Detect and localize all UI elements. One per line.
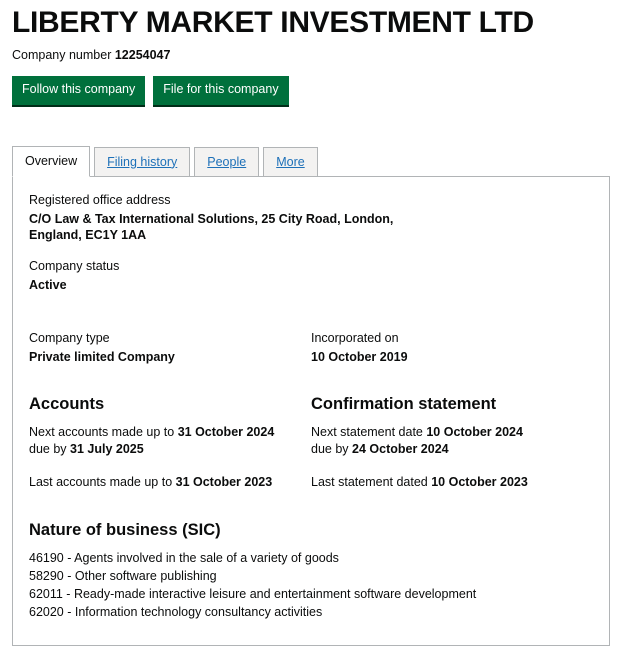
next-statement-prefix: Next statement date (311, 424, 427, 439)
registered-office-address-label: Registered office address (29, 192, 171, 207)
company-status-label: Company status (29, 258, 120, 273)
sic-list (29, 550, 593, 621)
registered-office-address-block (29, 193, 593, 243)
company-type-value: Private limited Company (29, 349, 175, 364)
company-number (12, 48, 610, 62)
company-status-value: Active (29, 277, 67, 292)
page-title: LIBERTY MARKET INVESTMENT LTD (12, 6, 534, 39)
page-content (0, 6, 622, 646)
overview-panel (12, 176, 610, 646)
company-type-block (29, 331, 311, 365)
next-accounts-prefix: Next accounts made up to (29, 424, 178, 439)
last-statement-prefix: Last statement dated (311, 474, 432, 489)
list-item: 58290 - Other software publishing (29, 568, 217, 583)
next-statement-line (311, 424, 593, 458)
next-accounts-due-prefix: due by (29, 441, 71, 456)
sic-heading: Nature of business (SIC) (29, 520, 221, 539)
last-statement-line (311, 474, 593, 491)
tab-overview[interactable]: Overview (12, 146, 90, 177)
tab-more[interactable]: More (263, 147, 317, 177)
next-accounts-date: 31 October 2024 (177, 424, 275, 439)
incorporated-on-block (311, 331, 593, 365)
registered-office-address-line1: C/O Law & Tax International Solutions, 25 City Road, London, (29, 211, 394, 226)
company-number-label: Company number (12, 48, 112, 62)
next-statement-date: 10 October 2024 (426, 424, 523, 439)
last-accounts-date: 31 October 2023 (175, 474, 273, 489)
type-and-incorporation-row (29, 331, 593, 365)
confirmation-statement-heading: Confirmation statement (311, 394, 497, 413)
next-statement-due-date: 24 October 2024 (352, 441, 449, 456)
registered-office-address-value (29, 211, 593, 243)
tab-bar (12, 145, 610, 176)
confirmation-statement-section (311, 395, 593, 491)
follow-this-company-button[interactable]: Follow this company (12, 76, 145, 107)
incorporated-on-label: Incorporated on (311, 330, 399, 345)
list-item: 62011 - Ready-made interactive leisure and entertainment software development (29, 586, 477, 601)
last-accounts-prefix: Last accounts made up to (29, 474, 176, 489)
registered-office-address-line2: England, EC1Y 1AA (29, 227, 147, 242)
list-item: 62020 - Information technology consultancy activities (29, 604, 323, 619)
accounts-heading: Accounts (29, 394, 105, 413)
company-status-block (29, 259, 593, 293)
last-accounts-line (29, 474, 299, 491)
company-type-label: Company type (29, 330, 110, 345)
incorporated-on-value: 10 October 2019 (311, 349, 408, 364)
company-number-value: 12254047 (114, 48, 171, 62)
accounts-and-confirmation-row (29, 395, 593, 491)
file-for-this-company-button[interactable]: File for this company (153, 76, 288, 107)
accounts-section (29, 395, 311, 491)
tab-filing-history[interactable]: Filing history (94, 147, 190, 177)
next-accounts-due-date: 31 July 2025 (70, 441, 144, 456)
action-buttons (12, 76, 610, 107)
last-statement-date: 10 October 2023 (431, 474, 528, 489)
next-statement-due-prefix: due by (311, 441, 353, 456)
list-item: 46190 - Agents involved in the sale of a variety of goods (29, 550, 339, 565)
next-accounts-line (29, 424, 299, 458)
tab-people[interactable]: People (194, 147, 259, 177)
sic-section (29, 521, 593, 621)
